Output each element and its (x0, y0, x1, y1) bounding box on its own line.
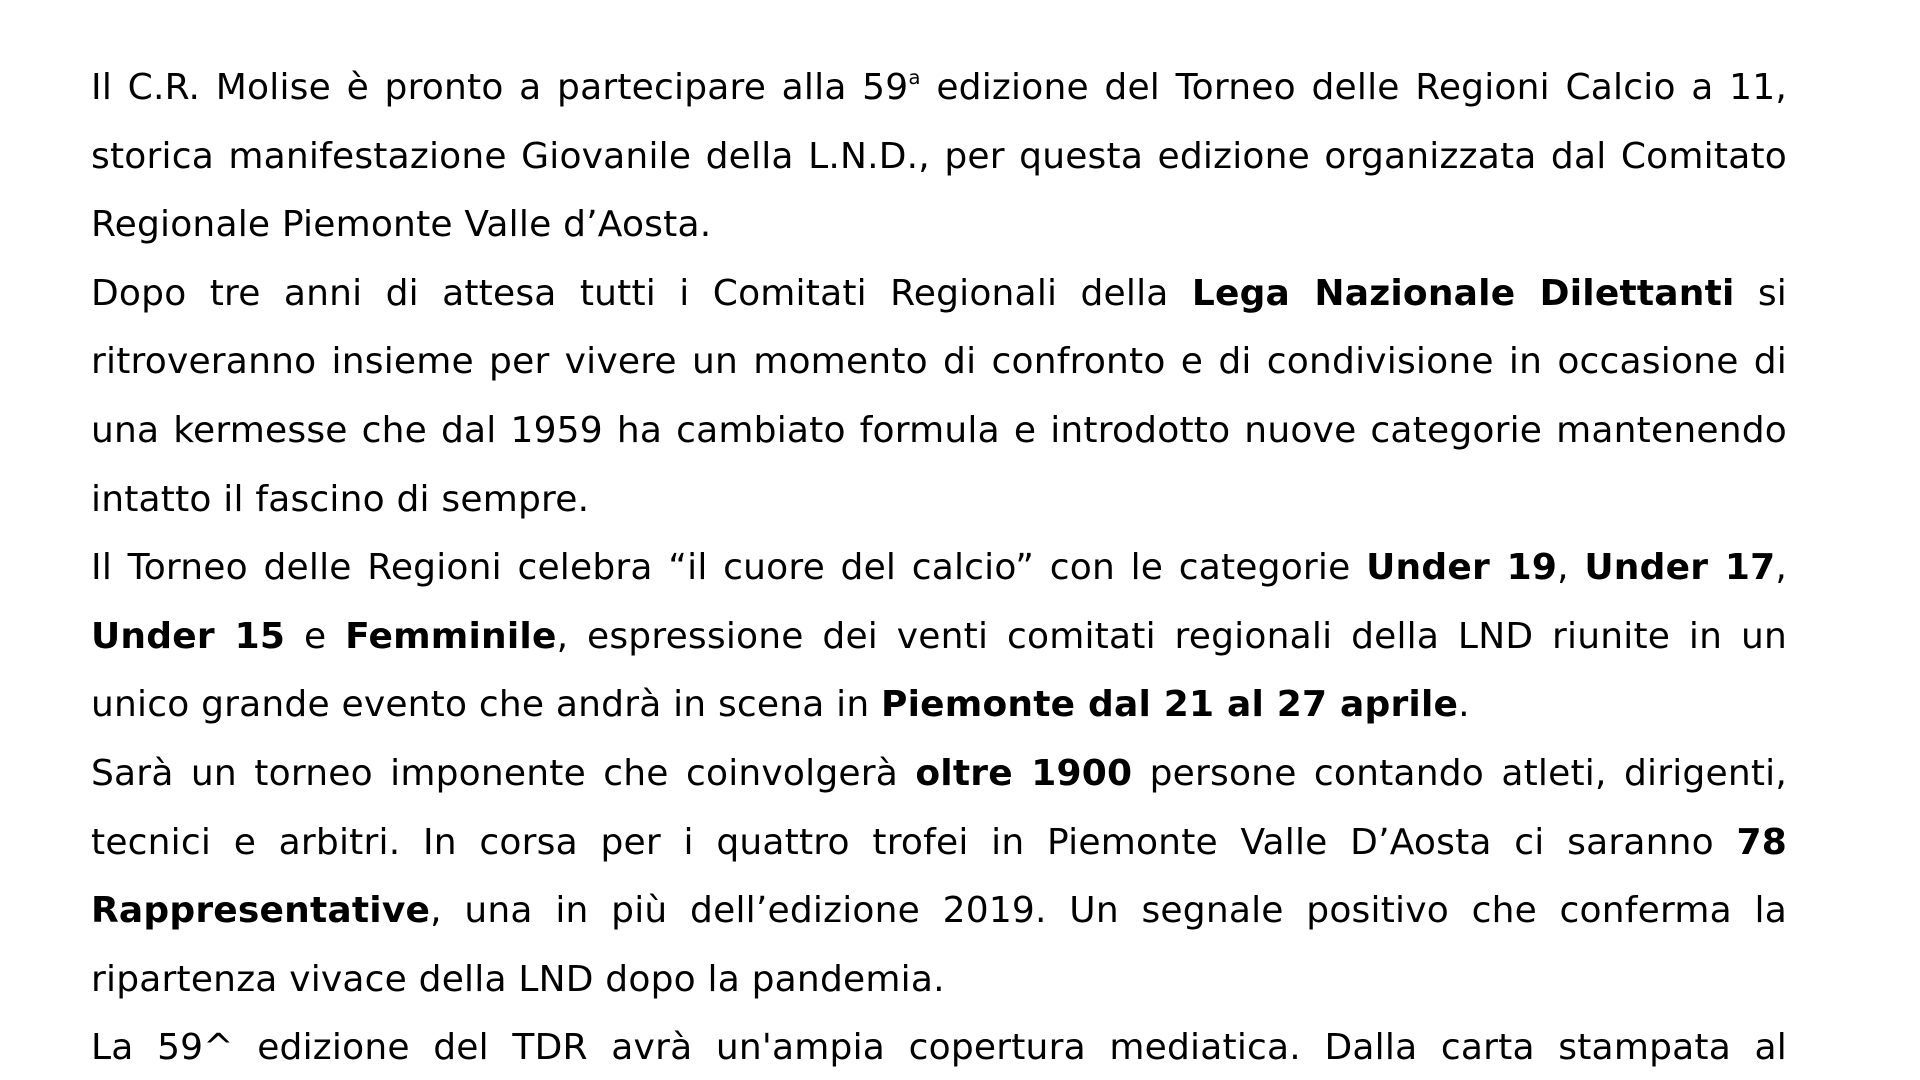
text-run: , (1557, 547, 1585, 589)
bold-text: Under 19 (1366, 547, 1558, 589)
text-run: e (285, 615, 346, 657)
document-page (91, 54, 1787, 1080)
text-run: , (1775, 547, 1787, 589)
paragraph (91, 1014, 1787, 1080)
text-run: Dopo tre anni di attesa tutti i Comitati Regionali della (91, 272, 1192, 314)
paragraph (91, 740, 1787, 1014)
paragraph (91, 54, 1787, 260)
bold-text: oltre 1900 (915, 752, 1133, 794)
text-run: Il C.R. Molise è pronto a partecipare alla 59 (91, 67, 909, 108)
text-run: La 59^ edizione del TDR avrà un'ampia copertura mediatica. Dalla carta stampata al (91, 1027, 1787, 1069)
bold-text: Under 17 (1584, 547, 1776, 589)
paragraph (91, 534, 1787, 740)
text-run: , espressione dei venti comitati regionali della LND riunite in un unico grande evento che andrà in scena in (91, 615, 1787, 726)
text-run: si ritroveranno insieme per vivere un momento di confronto e di condivisione in occasione di una kermesse che dal 1959 ha cambiato formula e introdotto nuove categorie mantenendo intatto il fascino di sempre. (91, 272, 1787, 520)
document-body (91, 54, 1787, 1080)
text-run: . (1458, 684, 1470, 726)
paragraph (91, 260, 1787, 534)
text-run: Il Torneo delle Regioni celebra “il cuore del calcio” con le categorie (91, 547, 1367, 589)
text-run: Sarà un torneo imponente che coinvolgerà (91, 752, 916, 794)
bold-text: Piemonte dal 21 al 27 aprile (881, 684, 1459, 726)
superscript-text: a (908, 66, 921, 90)
text-run: persone contando atleti, dirigenti, tecnici e arbitri. In corsa per i quattro trofei in Piemonte Valle D’Aosta ci saranno (91, 752, 1787, 863)
text-run: , una in più dell’edizione 2019. Un segnale positivo che conferma la ripartenza vivace della LND dopo la pandemia. (91, 890, 1787, 1000)
bold-text: Lega Nazionale Dilettanti (1191, 272, 1735, 314)
bold-text: Under 15 (91, 615, 286, 657)
bold-text: 78 Rappresentative (91, 821, 1787, 932)
bold-text: Femminile (345, 615, 557, 657)
text-run: edizione del Torneo delle Regioni Calcio a 11, storica manifestazione Giovanile della L.N.D., per questa edizione organizzata dal Comitato Regionale Piemonte Valle d’Aosta. (91, 67, 1787, 246)
